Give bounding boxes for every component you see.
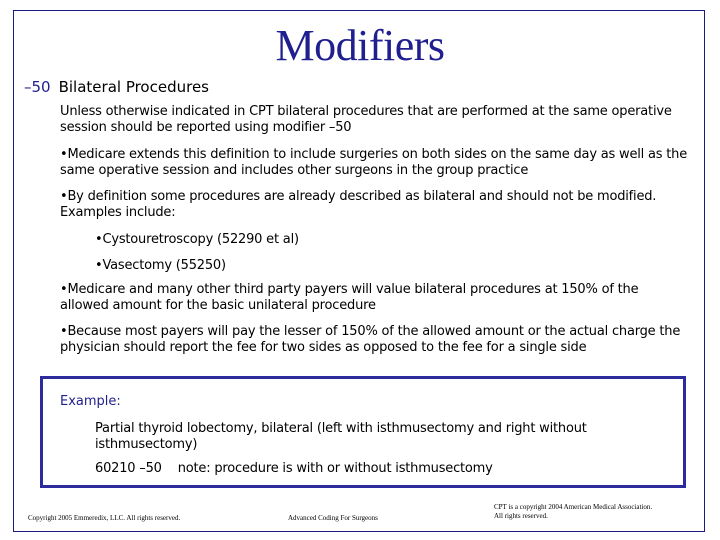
footer-course: Advanced Coding For Surgeons [288,514,378,522]
slide-title: Modifiers [275,21,445,70]
footer-cpt-line2: All rights reserved. [494,512,548,520]
modifier-name: Bilateral Procedures [58,78,209,96]
footer-cpt-line1: CPT is a copyright 2004 American Medical Association. [494,503,653,511]
bullet-vasectomy: •Vasectomy (55250) [95,258,226,273]
example-note: note: procedure is with or without isthmusectomy [177,461,493,476]
example-code-line [95,461,493,476]
bullet-cystouretroscopy: •Cystouretroscopy (52290 et al) [95,232,299,247]
footer-cpt-notice [494,503,694,521]
modifier-code: –50 [24,78,51,96]
bullet-150-percent: •Medicare and many other third party payers will value bilateral procedures at 150% of the allowed amount for the basic unilateral procedure [60,282,639,313]
intro-paragraph: Unless otherwise indicated in CPT bilateral procedures that are performed at the same operative session should be reported using modifier –50 [60,104,672,135]
bullet-medicare-definition: •Medicare extends this definition to include surgeries on both sides on the same day as well as the same operative session and includes other surgeons in the group practice [60,147,688,178]
example-label: Example: [60,394,121,409]
modifier-heading [24,78,209,96]
footer-copyright: Copyright 2005 Emmeredix, LLC. All rights reserved. [28,514,181,522]
example-description: Partial thyroid lobectomy, bilateral (left with isthmusectomy and right without isthmusectomy) [95,421,587,452]
bullet-lesser-of: •Because most payers will pay the lesser of 150% of the allowed amount or the actual charge the physician should report the fee for two sides as opposed to the fee for a single side [60,324,681,355]
bullet-already-bilateral: •By definition some procedures are already described as bilateral and should not be modified. Examples include: [60,189,657,220]
example-code: 60210 –50 [95,461,162,476]
